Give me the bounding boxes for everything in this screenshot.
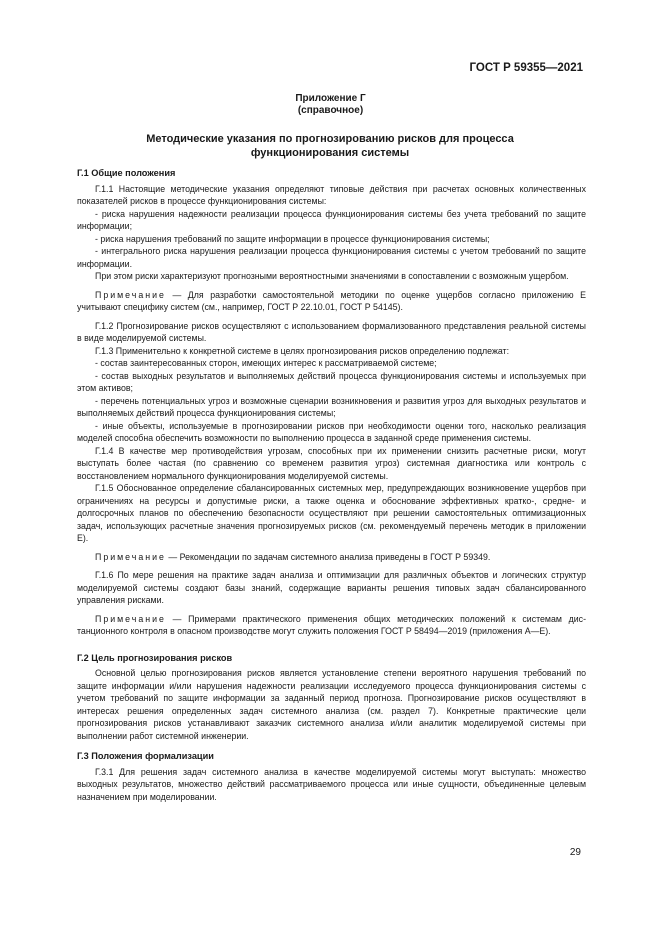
note-1 (77, 289, 586, 314)
document-body (77, 167, 586, 803)
standard-header: ГОСТ Р 59355—2021 (469, 62, 583, 74)
paragraph-g1-6: Г.1.6 По мере решения на практике задач анализа и оптимизации для различных объектов и логических структур моделируемой системы создают базы знаний, содержащие варианты решения типовых задач сбалансированного управления рисками. (77, 570, 586, 605)
paragraph-g1-3: Г.1.3 Применительно к конкретной системе в целях прогнозирования рисков определению подлежат: (95, 345, 510, 356)
note-label: Примечание (95, 289, 166, 300)
paragraph-g1-1-note: При этом риски характеризуют прогнозными вероятностными значениями в сопоставлении с возможным ущербом. (95, 271, 569, 281)
note-text: — Примерами практического применения общих методических положений к системам дистанционного контроля в опасном производстве могут служить положения ГОСТ Р 58494—2019 (приложения А—Е). (77, 613, 586, 636)
list-item: - состав выходных результатов и выполняемых действий процесса функционирования системы и используемых при этом активов; (77, 370, 586, 393)
paragraph-g2-1: Основной целью прогнозирования рисков является установление степени вероятного нарушения требований по защите информации и/или нарушения надежности реализации исследуемого процесса функционирования системы с учетом требований по защите информации за заданный период прогноза. Прогнозирование рисков осуществляют в интересах решения определенных задач системного анализа (см. раздел 7). Конкретные практические цели прогнозирования рисков устанавливают заказчик системного анализа и/или аналитик моделируемой системы при выполнении работ системной инженерии. (77, 668, 586, 741)
paragraph-g1-2: Г.1.2 Прогнозирование рисков осуществляют с использованием формализованного представления реальной системы в виде моделируемой системы. (77, 320, 586, 343)
annex-title: Приложение Г (295, 93, 366, 104)
paragraph-g1-1: Г.1.1 Настоящие методические указания определяют типовые действия при расчетах основных количественных показателей рисков в процессе функционирования системы: (77, 183, 586, 206)
note-3 (77, 613, 586, 638)
annex-heading (0, 93, 661, 117)
note-label: Примечание (95, 551, 166, 562)
list-item: - риска нарушения надежности реализации процесса функционирования системы без учета требований по защите информации; (77, 208, 586, 231)
paragraph-g3-1: Г.3.1 Для решения задач системного анализа в качестве моделируемой системы могут выступать: множество выходных результатов, множество действий рассматриваемого процесса или иные сущности, объединенные целевым назначением при моделировании. (77, 766, 586, 802)
list-item: - интегрального риска нарушения реализации процесса функционирования системы с учетом требований по защите информации. (77, 246, 586, 269)
document-title-line2: функционирования системы (250, 147, 410, 159)
page-number: 29 (569, 847, 581, 858)
section-heading-g1: Г.1 Общие положения (77, 168, 176, 178)
list-item: - состав заинтересованных сторон, имеющих интерес к рассматриваемой системе; (95, 358, 437, 368)
section-heading-g2: Г.2 Цель прогнозирования рисков (77, 652, 233, 663)
paragraph-g1-4: Г.1.4 В качестве мер противодействия угрозам, способных при их применении снизить расчетные риски, могут выступать более частая (по сравнению со временем развития угроз) системная диагностика или контроль с восстановлением нормального функционирования моделируемой системы. (77, 445, 586, 481)
note-2 (77, 551, 586, 564)
note-text: — Рекомендации по задачам системного анализа приведены в ГОСТ Р 59349. (165, 551, 491, 562)
paragraph-g1-5: Г.1.5 Обоснованное определение сбалансированных системных мер, предупреждающих возникновение ущербов при ограничениях на ресурсы и допустимые риски, а также оценка и обоснование эффективных кратко-, средне- и долгосрочных планов по обеспечению безопасности осуществляют при решении самостоятельных оптимизационных задач, использующих расчетные значения прогнозируемых рисков (см. рекомендуемый перечень методик в приложении Е). (77, 483, 586, 543)
note-label: Примечание (95, 613, 166, 624)
document-title-line1: Методические указания по прогнозированию рисков для процесса (146, 133, 514, 145)
list-item: - перечень потенциальных угроз и возможные сценарии возникновения и развития угроз для выходных результатов и выполняемых действий процесса функционирования системы; (77, 395, 586, 418)
list-item: - иные объекты, используемые в прогнозировании рисков при необходимости оценки того, насколько реализация моделей способна обеспечить возможности по выполнению процесса в заданной среде применения системы. (77, 420, 586, 443)
document-title (80, 132, 580, 160)
note-text: — Для разработки самостоятельной методики по оценке ущербов согласно приложению Е учитывают специфику систем (см., например, ГОСТ Р 22.10.01, ГОСТ Р 54145). (77, 289, 586, 312)
annex-type: (справочное) (297, 105, 364, 116)
list-item: - риска нарушения требований по защите информации в процессе функционирования системы; (95, 233, 490, 244)
section-heading-g3: Г.3 Положения формализации (77, 751, 214, 761)
